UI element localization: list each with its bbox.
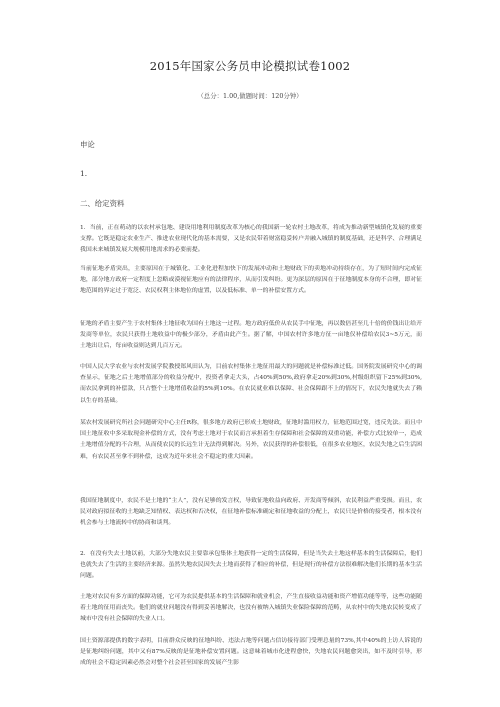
paragraph: 国土资源部提供的数字表明，目前群众反映的征地纠纷、违法占地等问题占信访接待部门受理总量的73%,其中40%的上访人诉说的是征地纠纷问题，其中又有87%反映的是征地补偿安置问题。这意味着城市化进程愈快，失地农民问题愈突出，如不及时引导，形成的社会不稳定因素必然会对整个社会甚至国家的发展产生影 (80, 638, 422, 667)
paragraph: 2．在没有失去土地以前，大部分失地农民主要靠承包集体土地获得一定的生活保障，但是当失去土地这样基本的生活保障后，他们也就失去了生活的主要经济来源。虽然失地农民因失去土地而获得了相应的补偿，但是现行的补偿方法很难解决他们长期的基本生活问题。 (80, 551, 422, 580)
document-title: 2015年国家公务员申论模拟试卷1002 (149, 59, 351, 73)
paragraph: 某农村发展研究所社会问题研究中心主任R称，很多地方政府已形成土地财政，征地时滥用权力，征地范围过宽，违反先法。而且中国土地征收中多采取现金补偿的方式，没有考虑土地对于农民而言承担着生存保障和社会保障的双重功能，补偿方式比较单一，造成土地增值分配的不合理，从而使农民的长远生计无法得到解决。另外，农民获得的补偿很低，在很多农业地区，农民失地之后生活困难，有农民甚至拿不到补偿，这成为近年来社会不稳定的重大因素。 (80, 420, 422, 460)
paragraph: 征地的矛盾主要产生于农村集体土地征收为国有土地这一过程。地方政府低价从农民手中征地，再以数倍甚至几十倍的价钱出让给开发商等单位，农民只获得土地收益中的极少部分，矛盾由此产生。据了解，中国农村许多地方征一亩地仅补偿给农民3~5万元，而土地出让后，每亩收益则达到几百万元。 (80, 321, 422, 350)
subsection-heading: 二、给定资料 (80, 199, 125, 208)
paragraph: 中国人民大学农业与农村发展学院教授郑风田认为，目前农村集体土地征用最大的问题就是补偿标准过低。国务院发展研究中心的调查显示，征地之后土地增值部分的收益分配中，投资者拿走大头，占40%到50%,政府拿走20%到30%,村级组织留下25%到30%,而农民拿到的补偿款，只占整个土地增值收益的5%到10%。在农民就业难以保障、社会保障跟不上的情况下，农民失地就失去了赖以生存的基础。 (80, 364, 422, 404)
paragraph: 土地对农民有多方面的保障功能，它可为农民提供基本的生活保障和就业机会，产生直接收益功能和资产增值功能等等，这些功能随着土地的征用而丧失。他们的就业问题没有得到妥善地解决，也没有被纳入城镇失业保险保障的范畴，从农村中的失地农民转变成了城市中没有社会保障的失业人口。 (80, 594, 422, 623)
exam-meta: （总分：1.00,做题时间：120分钟） (197, 92, 303, 100)
paragraph: 1．当前，正在萌动的以农村承包地、建设用地利用制度改革为核心的我国新一轮农村土地改革，将成为推动新型城镇化发展的重要支撑。它既是稳定农业生产、推进农业现代化的基本需要，又是农民带着财富稳妥转户并融入城镇的制度基础，还是科学、合理满足我国未来城镇发展大规模用地需求的必要前提。 (80, 225, 422, 254)
section-heading: 申论 (80, 140, 95, 149)
paragraph: 当前征地矛盾突出，主要原因在于城镇化、工业化进程加快下的发展冲动和土地财政下的卖地冲动持续存在，为了短时间内完成征地，部分地方政府一定程度上忽略或漠视征地应有的法律程序，从而引发纠纷。更为深层的原因在于征地制度本身的不合理，即对征地范围的界定过于宽泛、农民权利主体地位的虚置，以及低标准、单一的补偿安置方式。 (80, 266, 422, 295)
paragraph: 我国征地制度中，农民不是土地的“主人”，没有足够的发言权，导致征地收益向政府、开发商等倾斜，农民利益严重受损。而且，农民对政府拟征收的土地缺乏知情权、表达权和否决权，在征地补偿标准确定和征地收益的分配上，农民只是价格的接受者，根本没有机会参与土地流转中的协商和谈判。 (80, 498, 422, 527)
question-number: 1. (80, 169, 88, 178)
